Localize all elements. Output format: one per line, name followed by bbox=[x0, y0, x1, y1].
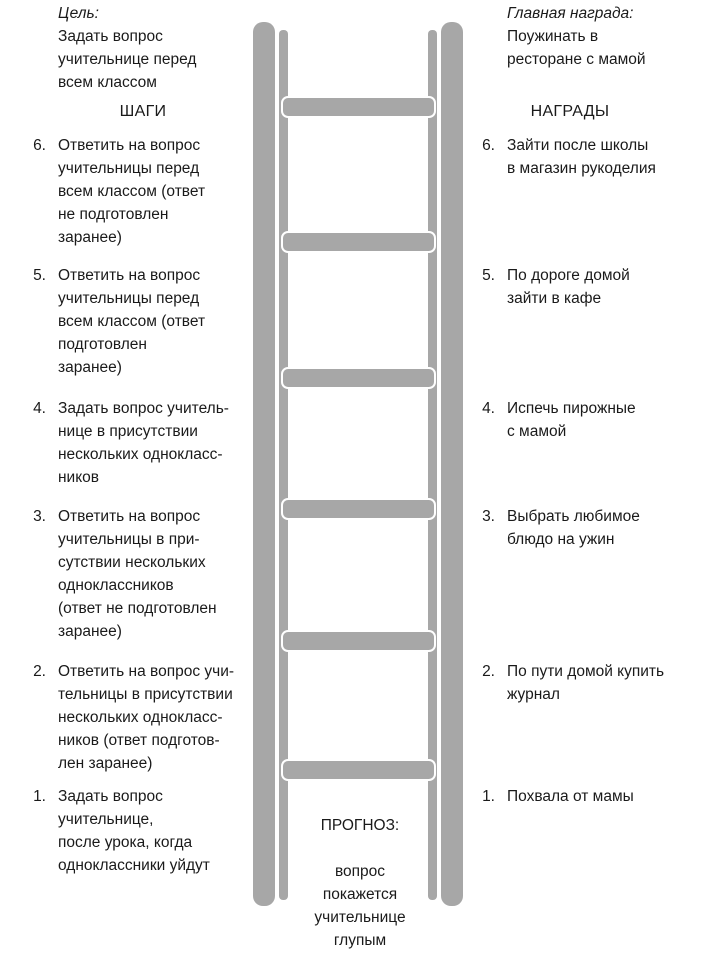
forecast-text: вопрос покажется учительнице глупым bbox=[314, 863, 406, 949]
step-number: 6. bbox=[33, 137, 46, 154]
step-text: Ответить на вопрос учительницы в при- сутствии нескольких одноклассников (ответ не подготовлен заранее) bbox=[58, 508, 217, 640]
reward-text: По пути домой купить журнал bbox=[507, 663, 665, 703]
ladder-rung-6 bbox=[282, 97, 435, 117]
steps-header: ШАГИ bbox=[119, 103, 167, 120]
reward-number: 1. bbox=[482, 788, 495, 805]
main-reward-label: Главная награда: bbox=[507, 5, 634, 22]
ladder-rung-2 bbox=[282, 631, 435, 651]
main-reward-text: Поужинать в ресторане с мамой bbox=[507, 28, 646, 68]
reward-number: 6. bbox=[482, 137, 495, 154]
step-number: 3. bbox=[33, 508, 46, 525]
rewards-header: НАГРАДЫ bbox=[530, 103, 610, 120]
step-text: Задать вопрос учитель- нице в присутствии нескольких однокласс- ников bbox=[58, 400, 229, 486]
goal-label: Цель: bbox=[58, 5, 99, 22]
ladder-rung-5 bbox=[282, 232, 435, 252]
reward-text: Похвала от мамы bbox=[507, 788, 634, 805]
step-number: 2. bbox=[33, 663, 46, 680]
step-text: Ответить на вопрос учительницы перед всем классом (ответ не подготовлен заранее) bbox=[58, 137, 206, 246]
ladder-rung-3 bbox=[282, 499, 435, 519]
reward-text: Зайти после школы в магазин рукоделия bbox=[507, 137, 656, 177]
step-text: Ответить на вопрос учи- тельницы в присутствии нескольких однокласс- ников (ответ подготов- лен заранее) bbox=[58, 663, 235, 772]
goal-block bbox=[58, 2, 248, 94]
reward-text: Выбрать любимое блюдо на ужин bbox=[507, 508, 640, 548]
step-text: Ответить на вопрос учительницы перед всем классом (ответ подготовлен заранее) bbox=[58, 267, 206, 376]
reward-number: 4. bbox=[482, 400, 495, 417]
reward-number: 5. bbox=[482, 267, 495, 284]
ladder-rung-1 bbox=[282, 760, 435, 780]
reward-number: 3. bbox=[482, 508, 495, 525]
main-reward-block bbox=[507, 2, 697, 71]
reward-text: Испечь пирожные с мамой bbox=[507, 400, 636, 440]
ladder-rungs bbox=[282, 97, 435, 780]
step-number: 1. bbox=[33, 788, 46, 805]
reward-number: 2. bbox=[482, 663, 495, 680]
step-number: 5. bbox=[33, 267, 46, 284]
ladder-rung-4 bbox=[282, 368, 435, 388]
ladder-rail-left-outer bbox=[253, 22, 275, 906]
goal-text: Задать вопрос учительнице перед всем классом bbox=[58, 28, 197, 91]
forecast-label: ПРОГНОЗ: bbox=[320, 817, 400, 834]
ladder-rail-right-outer bbox=[441, 22, 463, 906]
reward-text: По дороге домой зайти в кафе bbox=[507, 267, 630, 307]
step-text: Задать вопрос учительнице, после урока, когда одноклассники уйдут bbox=[58, 788, 210, 874]
forecast-block bbox=[292, 791, 428, 975]
step-number: 4. bbox=[33, 400, 46, 417]
